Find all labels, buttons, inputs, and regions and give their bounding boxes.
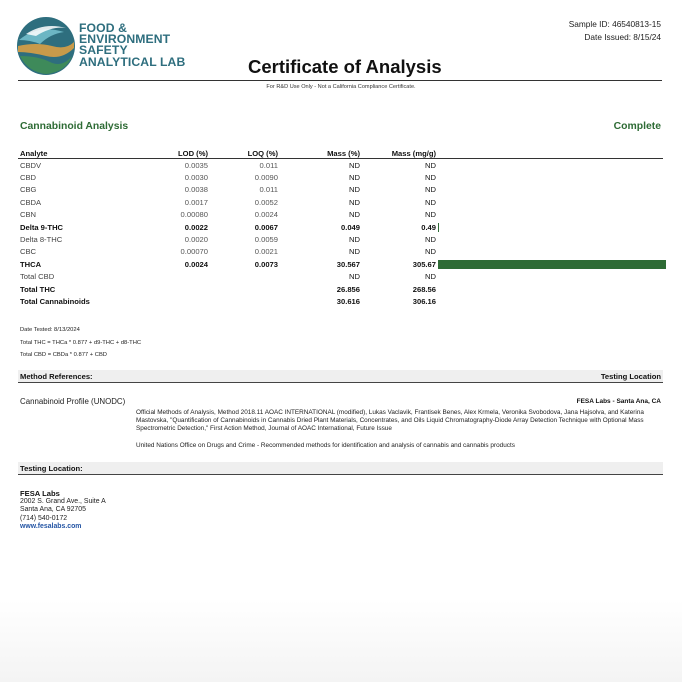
analyte-cell: CBD (20, 173, 37, 183)
page-footer (0, 600, 682, 682)
mass-pct-cell: ND (349, 185, 360, 195)
mass-mg-cell: ND (425, 160, 436, 170)
column-header-mass-mg: Mass (mg/g) (362, 148, 438, 159)
mass-pct-cell: 30.616 (336, 296, 360, 306)
column-header-loq: LOQ (%) (210, 148, 280, 159)
lod-cell: 0.00080 (180, 210, 208, 220)
loq-cell (210, 295, 280, 307)
table-row (18, 221, 663, 233)
lab-phone: (714) 540-0172 (20, 514, 68, 522)
mass-mg-cell: ND (425, 185, 436, 195)
table-row (18, 283, 663, 295)
lod-cell (158, 283, 210, 295)
analyte-cell: CBN (20, 210, 37, 220)
mass-mg-cell: ND (425, 173, 436, 183)
lod-cell: 0.0020 (184, 235, 208, 245)
lod-cell: 0.0038 (184, 185, 208, 195)
mass-mg-cell: ND (425, 210, 436, 220)
bar-cell (438, 209, 663, 221)
mass-pct-cell: ND (349, 210, 360, 220)
loq-cell: 0.0059 (254, 235, 278, 245)
table-header-row (18, 148, 663, 159)
lod-cell: 0.00070 (180, 247, 208, 257)
loq-cell: 0.0090 (254, 173, 278, 183)
table-row (18, 295, 663, 307)
logo-line: ENVIRONMENT (79, 32, 171, 47)
mass-mg-cell: ND (425, 247, 436, 257)
table-row (18, 196, 663, 208)
loq-cell: 0.0073 (254, 259, 278, 269)
logo-line: ANALYTICAL LAB (79, 54, 186, 69)
method-references (136, 409, 658, 458)
method-references-label: Method References: (20, 372, 93, 381)
mass-pct-cell: 0.049 (340, 222, 360, 232)
mass-pct-cell: ND (349, 247, 360, 257)
sample-meta (569, 18, 661, 44)
mass-mg-cell: 306.16 (412, 296, 436, 306)
lab-address-line: 2002 S. Grand Ave., Suite A (20, 498, 106, 506)
section-title: Cannabinoid Analysis (20, 121, 129, 132)
loq-cell: 0.011 (259, 160, 278, 170)
analyte-cell: Delta 8-THC (20, 235, 63, 245)
analyte-cell: Total CBD (20, 272, 55, 282)
bar-cell (438, 295, 663, 307)
analyte-cell: CBDA (20, 197, 42, 207)
table-row (18, 184, 663, 196)
bar-cell (438, 246, 663, 258)
mass-pct-cell: ND (349, 160, 360, 170)
lab-address-block (20, 490, 106, 531)
lod-cell (158, 271, 210, 283)
status-badge: Complete (613, 121, 661, 132)
lab-logo-icon (16, 16, 76, 76)
loq-cell: 0.0024 (254, 210, 278, 220)
mass-bar (438, 223, 439, 232)
method-reference: United Nations Office on Drugs and Crime - Recommended methods for identification and analysis of cannabis and cannabis products (136, 441, 515, 449)
lab-logo-wordmark (79, 23, 185, 68)
loq-cell: 0.0021 (254, 247, 278, 257)
column-header-chart (438, 148, 663, 159)
analyte-cell: THCA (20, 259, 42, 269)
analyte-cell: Total Cannabinoids (20, 296, 90, 306)
column-header-mass-pct: Mass (%) (280, 148, 362, 159)
loq-cell: 0.0052 (254, 197, 278, 207)
analyte-cell: CBC (20, 247, 37, 257)
mass-pct-cell: 30.567 (336, 259, 360, 269)
bar-cell (438, 283, 663, 295)
mass-mg-cell: ND (425, 235, 436, 245)
bar-cell (438, 271, 663, 283)
total-cbd-formula: Total CBD = CBDa * 0.877 + CBD (20, 352, 107, 359)
mass-pct-cell: ND (349, 272, 360, 282)
bar-cell (438, 221, 663, 233)
bar-cell (438, 184, 663, 196)
testing-location-heading: Testing Location: (20, 464, 83, 473)
results-body (18, 159, 663, 308)
analyte-cell: CBDV (20, 160, 42, 170)
analyte-cell: Total THC (20, 284, 56, 294)
results-table (18, 148, 663, 308)
lod-cell: 0.0024 (184, 259, 208, 269)
logo-line: SAFETY (79, 43, 128, 58)
lod-cell: 0.0030 (184, 173, 208, 183)
lab-logo (16, 14, 186, 78)
lod-cell: 0.0022 (184, 222, 208, 232)
table-row (18, 258, 663, 270)
table-row (18, 233, 663, 245)
mass-mg-cell: 268.56 (412, 284, 436, 294)
sample-id: Sample ID: 46540813-15 (568, 19, 661, 29)
mass-mg-cell: ND (425, 197, 436, 207)
bar-cell (438, 171, 663, 183)
mass-mg-cell: ND (425, 272, 436, 282)
mass-pct-cell: 26.856 (336, 284, 360, 294)
bar-cell (438, 233, 663, 245)
lab-website-link[interactable]: www.fesalabs.com (20, 522, 82, 530)
loq-cell (210, 283, 280, 295)
analyte-cell: Delta 9-THC (20, 222, 64, 232)
testing-location-label: Testing Location (600, 372, 661, 381)
loq-cell: 0.0067 (254, 222, 278, 232)
lod-cell (158, 295, 210, 307)
header-divider (18, 80, 662, 81)
table-row (18, 271, 663, 283)
disclaimer: For R&D Use Only - Not a California Compliance Certificate. (266, 84, 416, 90)
bar-cell (438, 258, 663, 270)
table-row (18, 246, 663, 258)
loq-cell (210, 271, 280, 283)
mass-mg-cell: 0.49 (421, 222, 436, 232)
loq-cell: 0.011 (259, 185, 278, 195)
mass-pct-cell: ND (349, 173, 360, 183)
method-reference: Official Methods of Analysis, Method 2018.11 AOAC INTERNATIONAL (modified), Lukas Vaclavik, Frantisek Benes, Alex Krmela, Veronika Svobodova, Jana Hajsolva, and Katerina Mastovska, "Quantification of Cannabinoids in Cannabis Dried Plant Materials, Concentrates, and Oils Liquid Chromatography-Diode Array Detection Technique with Optional Mass Spectrometric Detection," First Action Method, Journal of AOAC International, Future Issue (136, 409, 644, 433)
table-row (18, 171, 663, 183)
lod-cell: 0.0017 (184, 197, 208, 207)
logo-line: FOOD & (79, 21, 127, 35)
analyte-cell: CBG (20, 185, 37, 195)
method-references-band (18, 370, 663, 383)
bar-cell (438, 159, 663, 172)
test-notes (20, 324, 141, 362)
table-row (18, 209, 663, 221)
table-row (18, 159, 663, 172)
lod-cell: 0.0035 (184, 160, 208, 170)
mass-bar (438, 260, 666, 269)
date-issued: Date Issued: 8/15/24 (584, 32, 661, 42)
method-name: Cannabinoid Profile (UNODC) (20, 397, 126, 406)
mass-pct-cell: ND (349, 197, 360, 207)
page-title: Certificate of Analysis (248, 56, 442, 77)
testing-location-band (18, 462, 663, 475)
mass-mg-cell: 305.67 (412, 259, 436, 269)
mass-pct-cell: ND (349, 235, 360, 245)
total-thc-formula: Total THC = THCa * 0.877 + d9-THC + d8-THC (20, 339, 142, 346)
column-header-lod: LOD (%) (158, 148, 210, 159)
lab-name: FESA Labs (20, 489, 60, 498)
date-tested: Date Tested: 8/13/2024 (20, 327, 80, 333)
lab-address-line: Santa Ana, CA 92705 (20, 506, 86, 514)
bar-cell (438, 196, 663, 208)
method-lab: FESA Labs - Santa Ana, CA (576, 398, 661, 405)
column-header-analyte: Analyte (18, 148, 158, 159)
